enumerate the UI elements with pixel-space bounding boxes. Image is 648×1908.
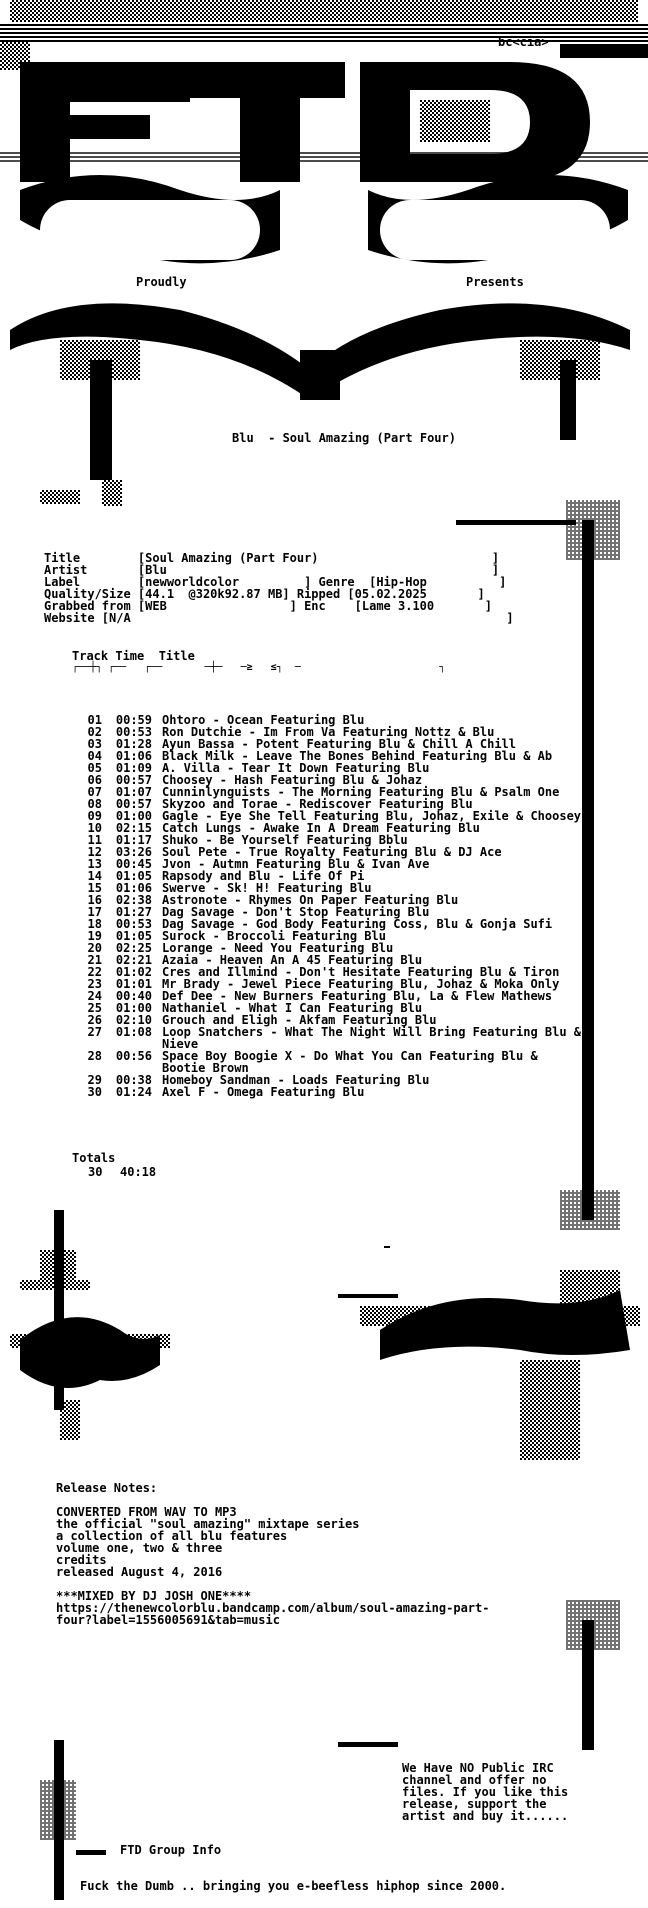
track-number: 06 (87, 773, 102, 787)
release-note-line: volume one, two & three (56, 1541, 223, 1555)
track-title: Catch Lungs - Awake In A Dream Featuring Blu (162, 821, 480, 835)
track-title: Homeboy Sandman - Loads Featuring Blu (162, 1073, 430, 1087)
track-number: 14 (87, 869, 102, 883)
track-title: Astronote - Rhymes On Paper Featuring Blu (162, 893, 459, 907)
track-title: Gagle - Eye She Tell Featuring Blu, Johaz, Exile & Choosey (162, 809, 582, 823)
track-number: 18 (87, 917, 102, 931)
track-time: 01:24 (115, 1085, 152, 1099)
totals-count: 30 (88, 1165, 103, 1179)
track-title: Space Boy Boogie X - Do What You Can Featuring Blu & Bootie Brown (162, 1049, 538, 1075)
track-time: 01:01 (115, 977, 152, 991)
track-number: 17 (87, 905, 102, 919)
totals-label: Totals (72, 1151, 116, 1165)
track-time: 02:15 (115, 821, 152, 835)
footer-dash (76, 1850, 106, 1855)
track-number: 27 (87, 1025, 102, 1039)
track-time: 03:26 (115, 845, 152, 859)
track-time: 01:27 (115, 905, 152, 919)
release-notes-heading: Release Notes: (56, 1481, 158, 1495)
track-time: 00:57 (115, 773, 152, 787)
release-note-line: https://thenewcolorblu.bandcamp.com/album/soul-amazing-part- (56, 1601, 490, 1615)
track-title: Axel F - Omega Featuring Blu (162, 1085, 365, 1099)
track-number: 23 (87, 977, 102, 991)
track-title: Dag Savage - Don't Stop Featuring Blu (162, 905, 430, 919)
track-number: 16 (87, 893, 102, 907)
release-note-line: the official "soul amazing" mixtape series (56, 1517, 360, 1531)
track-number: 30 (87, 1085, 102, 1099)
track-number: 12 (87, 845, 102, 859)
track-title: Rapsody and Blu - Life Of Pi (162, 869, 365, 883)
track-time: 00:38 (115, 1073, 152, 1087)
middle-art (0, 1210, 648, 1470)
presents-label: Presents (466, 275, 524, 289)
track-time: 01:05 (115, 869, 152, 883)
tracklist-header: Track Time Title (72, 649, 195, 663)
track-number: 01 (87, 713, 102, 727)
track-time: 01:28 (115, 737, 152, 751)
track-title: Black Milk - Leave The Bones Behind Featuring Blu & Ab (162, 749, 553, 763)
track-number: 20 (87, 941, 102, 955)
track-time: 01:02 (115, 965, 152, 979)
track-title: Def Dee - New Burners Featuring Blu, La & Flew Mathews (162, 989, 553, 1003)
release-note-line: ***MIXED BY DJ JOSH ONE**** (56, 1589, 252, 1603)
info-artist: Artist [Blu ] (44, 563, 500, 577)
track-number: 13 (87, 857, 102, 871)
track-title: Jvon - Autmn Featuring Blu & Ivan Ave (162, 857, 430, 871)
track-number: 05 (87, 761, 102, 775)
track-number: 11 (87, 833, 102, 847)
track-list (68, 714, 588, 1098)
track-title: Dag Savage - God Body Featuring Coss, Blu & Gonja Sufi (162, 917, 553, 931)
track-title: Shuko - Be Yourself Featuring Bblu (162, 833, 408, 847)
track-title: Loop Snatchers - What The Night Will Bring Featuring Blu & Nieve (162, 1025, 582, 1051)
track-row (68, 1026, 588, 1050)
track-title: Cunninlynguists - The Morning Featuring Blu & Psalm One (162, 785, 560, 799)
bottom-dash (338, 1742, 398, 1747)
track-time: 00:40 (115, 989, 152, 1003)
bottom-right-dither (566, 1600, 620, 1650)
track-number: 07 (87, 785, 102, 799)
info-website: Website [N/A ] (44, 611, 514, 625)
irc-note: We Have NO Public IRC channel and offer no files. If you like this release, support the artist and buy it...... (402, 1761, 569, 1823)
track-time: 01:06 (115, 749, 152, 763)
tracklist-rule: ┌──┼┐ ┌── ┌── ─┼─ ─≥ ≤┐ ─ ┐ (72, 662, 446, 673)
release-note-line: four?label=1556005691&tab=music (56, 1613, 280, 1627)
track-time: 02:38 (115, 893, 152, 907)
track-title: Surock - Broccoli Featuring Blu (162, 929, 386, 943)
track-title: Ayun Bassa - Potent Featuring Blu & Chill A Chill (162, 737, 517, 751)
track-time: 01:00 (115, 809, 152, 823)
group-tag: bc<cia> (498, 35, 549, 49)
track-title: A. Villa - Tear It Down Featuring Blu (162, 761, 430, 775)
release-title: Blu - Soul Amazing (Part Four) (232, 431, 456, 445)
track-time: 02:25 (115, 941, 152, 955)
track-title: Nathaniel - What I Can Featuring Blu (162, 1001, 423, 1015)
track-time: 01:08 (115, 1025, 152, 1039)
track-number: 21 (87, 953, 102, 967)
track-title: Lorange - Need You Featuring Blu (162, 941, 394, 955)
track-number: 25 (87, 1001, 102, 1015)
track-time: 00:53 (115, 725, 152, 739)
track-number: 24 (87, 989, 102, 1003)
track-number: 26 (87, 1013, 102, 1027)
track-title: Skyzoo and Torae - Rediscover Featuring Blu (162, 797, 473, 811)
release-note-line: released August 4, 2016 (56, 1565, 223, 1579)
track-time: 01:07 (115, 785, 152, 799)
track-number: 28 (87, 1049, 102, 1063)
track-time: 01:06 (115, 881, 152, 895)
track-time: 01:09 (115, 761, 152, 775)
track-time: 00:45 (115, 857, 152, 871)
info-quality: Quality/Size [44.1 @320k92.87 MB] Ripped [05.02.2025 ] (44, 587, 485, 601)
top-dash (456, 520, 576, 525)
release-note-line: a collection of all blu features (56, 1529, 288, 1543)
track-row (68, 1086, 588, 1098)
track-number: 19 (87, 929, 102, 943)
release-note-line: credits (56, 1553, 107, 1567)
track-time: 00:57 (115, 797, 152, 811)
track-time: 01:00 (115, 1001, 152, 1015)
track-title: Azaia - Heaven An A 45 Featuring Blu (162, 953, 423, 967)
track-title: Ron Dutchie - Im From Va Featuring Nottz & Blu (162, 725, 495, 739)
group-info: FTD Group Info (120, 1843, 222, 1857)
track-title: Grouch and Eligh - Akfam Featuring Blu (162, 1013, 437, 1027)
track-number: 10 (87, 821, 102, 835)
track-title: Choosey - Hash Featuring Blu & Johaz (162, 773, 423, 787)
proudly-label: Proudly (136, 275, 187, 289)
track-row (68, 1050, 588, 1074)
track-time: 00:59 (115, 713, 152, 727)
info-title: Title [Soul Amazing (Part Four) ] (44, 551, 500, 565)
track-number: 22 (87, 965, 102, 979)
track-time: 00:56 (115, 1049, 152, 1063)
track-number: 04 (87, 749, 102, 763)
track-time: 01:17 (115, 833, 152, 847)
tagline: Fuck the Dumb .. bringing you e-beefless hiphop since 2000. (80, 1879, 507, 1893)
track-number: 15 (87, 881, 102, 895)
track-title: Ohtoro - Ocean Featuring Blu (162, 713, 365, 727)
track-title: Cres and Illmind - Don't Hesitate Featuring Blu & Tiron (162, 965, 560, 979)
right-bar-dither (566, 500, 620, 560)
track-time: 02:21 (115, 953, 152, 967)
totals-time: 40:18 (120, 1165, 157, 1179)
track-title: Mr Brady - Jewel Piece Featuring Blu, Johaz & Moka Only (162, 977, 560, 991)
track-number: 08 (87, 797, 102, 811)
bottom-left-dither (40, 1780, 76, 1840)
track-number: 03 (87, 737, 102, 751)
release-note-line: CONVERTED FROM WAV TO MP3 (56, 1505, 237, 1519)
track-number: 09 (87, 809, 102, 823)
track-time: 00:53 (115, 917, 152, 931)
track-time: 02:10 (115, 1013, 152, 1027)
info-label: Label [newworldcolor ] Genre [Hip-Hop ] (44, 575, 507, 589)
release-notes (56, 1506, 616, 1626)
track-title: Soul Pete - True Royalty Featuring Blu & DJ Ace (162, 845, 502, 859)
info-grabbed: Grabbed from [WEB ] Enc [Lame 3.100 ] (44, 599, 492, 613)
track-title: Swerve - Sk! H! Featuring Blu (162, 881, 372, 895)
track-number: 02 (87, 725, 102, 739)
track-time: 01:05 (115, 929, 152, 943)
track-number: 29 (87, 1073, 102, 1087)
